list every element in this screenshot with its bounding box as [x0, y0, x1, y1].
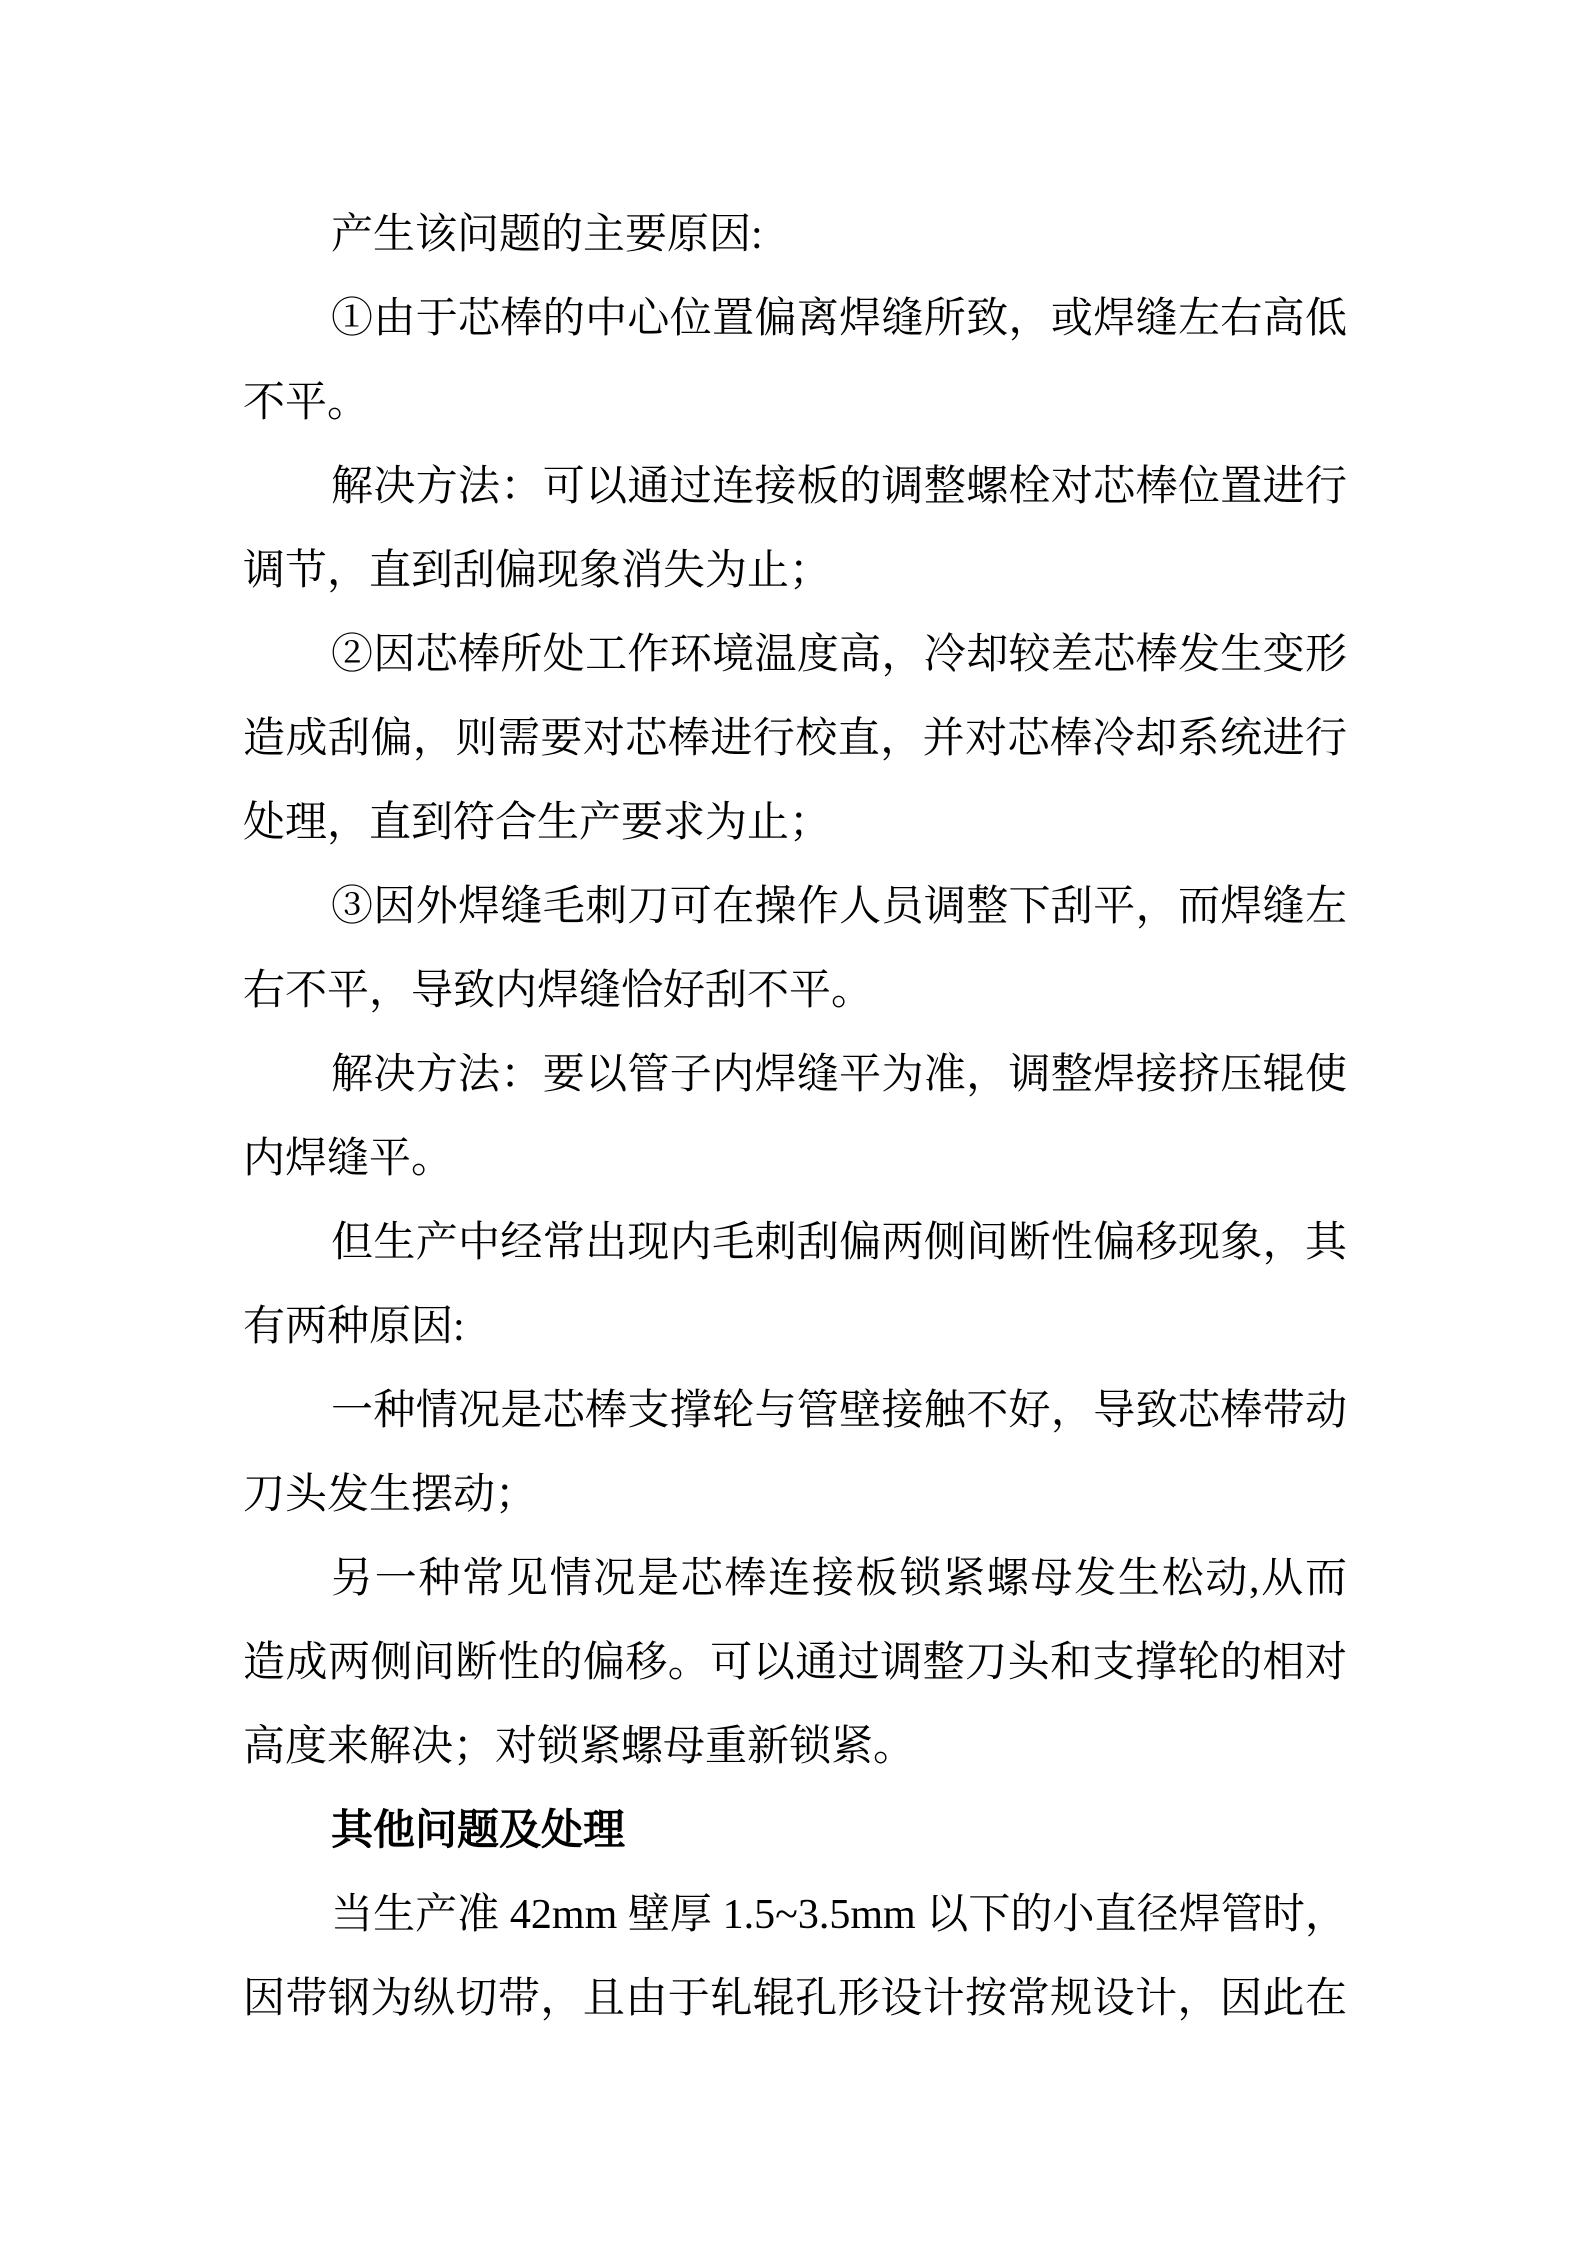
text-line-2: ①由于芯棒的中心位置偏离焊缝所致，或焊缝左右高低	[331, 296, 1347, 342]
text-line-8: 处理，直到符合生产要求为止；	[243, 800, 832, 846]
text-line-1: 产生该问题的主要原因:	[331, 212, 763, 258]
text-line-10: 右不平，导致内焊缝恰好刮不平。	[243, 968, 874, 1014]
text-line-9: ③因外焊缝毛刺刀可在操作人员调整下刮平，而焊缝左	[331, 884, 1347, 930]
text-line-3: 不平。	[243, 380, 370, 426]
text-line-14: 有两种原因:	[243, 1304, 465, 1350]
text-line-19: 高度来解决；对锁紧螺母重新锁紧。	[243, 1724, 916, 1770]
text-line-22: 因带钢为纵切带，且由于轧辊孔形设计按常规设计，因此在	[243, 1976, 1347, 2022]
text-line-21: 当生产准 42mm 壁厚 1.5~3.5mm 以下的小直径焊管时，	[331, 1892, 1347, 1938]
text-line-11: 解决方法：要以管子内焊缝平为准，调整焊接挤压辊使	[331, 1052, 1347, 1098]
section-heading: 其他问题及处理	[331, 1808, 626, 1854]
text-line-7: 造成刮偏，则需要对芯棒进行校直，并对芯棒冷却系统进行	[243, 716, 1347, 762]
text-line-12: 内焊缝平。	[243, 1136, 454, 1182]
text-line-6: ②因芯棒所处工作环境温度高，冷却较差芯棒发生变形	[331, 632, 1347, 678]
text-line-4: 解决方法：可以通过连接板的调整螺栓对芯棒位置进行	[331, 464, 1347, 510]
text-line-18: 造成两侧间断性的偏移。可以通过调整刀头和支撑轮的相对	[243, 1640, 1347, 1686]
text-line-15: 一种情况是芯棒支撑轮与管壁接触不好，导致芯棒带动	[331, 1388, 1347, 1434]
text-line-16: 刀头发生摆动；	[243, 1472, 538, 1518]
text-line-13: 但生产中经常出现内毛刺刮偏两侧间断性偏移现象，其	[331, 1220, 1347, 1266]
text-line-17: 另一种常见情况是芯棒连接板锁紧螺母发生松动,从而	[331, 1556, 1347, 1602]
text-line-5: 调节，直到刮偏现象消失为止；	[243, 548, 832, 594]
text-block	[243, 193, 1347, 2041]
